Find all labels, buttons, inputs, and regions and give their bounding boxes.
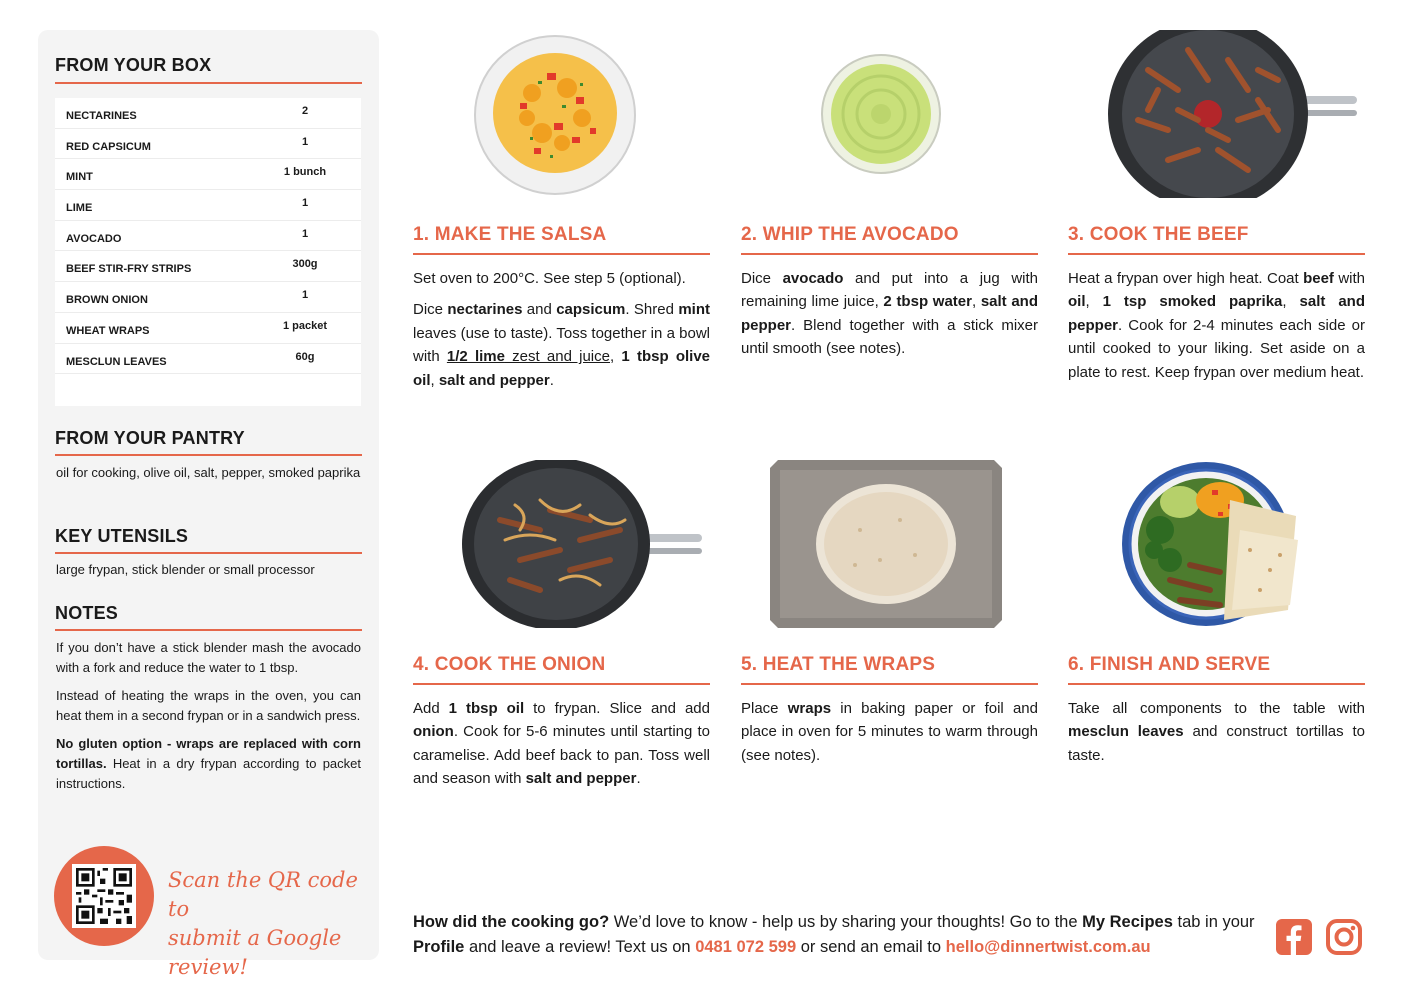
step-5-para-1 [741, 697, 1038, 767]
pantry-rule [55, 454, 362, 456]
ingredient-name: LIME [66, 202, 93, 215]
step-6-para-1 [1068, 697, 1365, 767]
note-item: Instead of heating the wraps in the oven, you can heat them in a second frypan or in a sandwich press. [56, 688, 361, 723]
step-6-title: 6. FINISH AND SERVE [1068, 654, 1271, 675]
text-run: and construct tortillas to taste. [1068, 723, 1365, 764]
text-run: . [636, 770, 641, 788]
step-5-body [741, 697, 1038, 775]
text-run: Place [741, 700, 788, 717]
note-item: If you don’t have a stick blender mash the avocado with a fork and reduce the water to 1 tbsp. [56, 640, 361, 675]
step-4-body [413, 697, 710, 799]
text-run-bold: 1 tsp smoked paprika [1102, 293, 1283, 311]
step-4-rule [413, 683, 710, 685]
avocado-jug-image [820, 53, 942, 175]
text-run: and leave a review! Text us on [464, 938, 696, 956]
text-run: tab in your [1172, 913, 1255, 931]
text-run: . Shred [625, 301, 679, 319]
utensils-rule [55, 552, 362, 554]
text-run-bold-underline: 1/2 lime [446, 348, 505, 366]
table-row [55, 159, 361, 190]
step-6-rule [1068, 683, 1365, 685]
step-5-rule [741, 683, 1038, 685]
text-run: . Blend together with a stick mixer until smooth (see notes). [741, 316, 1038, 358]
text-run: Heat a frypan over high heat. Coat [1068, 270, 1304, 287]
text-run-bold: salt and pepper [741, 293, 1039, 334]
email-link[interactable]: hello@dinnertwist.com.au [945, 938, 1151, 956]
step-2-rule [741, 253, 1038, 255]
phone-link[interactable]: 0481 072 599 [695, 938, 797, 956]
ingredient-name: BROWN ONION [66, 294, 148, 307]
ingredient-name: MESCLUN LEAVES [66, 355, 167, 368]
text-run-bold: wraps [787, 700, 832, 717]
notes-list [56, 638, 361, 802]
qr-promo-line: Scan the QR code to [168, 868, 358, 921]
text-run-bold: 1 tbsp oil [448, 700, 525, 717]
note-rest: Heat in a dry frypan according to packet instructions. [56, 756, 361, 791]
text-run-bold: salt and pepper [1068, 293, 1365, 334]
ingredient-name: RED CAPSICUM [66, 140, 151, 153]
text-run: to frypan. Slice and add [524, 700, 710, 717]
ingredient-qty: 1 [301, 227, 309, 240]
text-run: , [1282, 293, 1300, 311]
table-row [55, 129, 361, 160]
qr-promo-line: submit a Google review! [168, 926, 342, 979]
step-3-rule [1068, 253, 1365, 255]
step-6-body [1068, 697, 1365, 775]
step-4-title: 4. COOK THE ONION [413, 654, 606, 675]
text-run-bold: mesclun leaves [1068, 723, 1184, 741]
salsa-bowl-image [472, 33, 638, 197]
step-3-body [1068, 267, 1365, 392]
ingredient-name: AVOCADO [66, 232, 122, 245]
text-run: . Cook for 2-4 minutes each side or until cooked to your liking. Set aside on a plate to rest. Keep frypan over medium heat. [1068, 316, 1365, 381]
utensils-heading: KEY UTENSILS [55, 526, 189, 546]
ingredient-table [55, 98, 361, 406]
step-4-para-1 [413, 697, 710, 791]
qr-badge[interactable] [54, 846, 154, 946]
step-2-title: 2. WHIP THE AVOCADO [741, 224, 959, 245]
text-run: and put into a jug with remaining lime juice, [741, 270, 1038, 311]
text-run: . Cook for 5-6 minutes until starting to caramelise. Add beef back to pan. Toss well and season with [413, 723, 710, 788]
sidebar [38, 30, 379, 979]
footer-question: How did the cooking go? [413, 913, 610, 931]
table-row [55, 98, 361, 129]
text-run: or send an email to [796, 938, 946, 956]
step-2-para-1 [741, 267, 1038, 361]
step-5-title: 5. HEAT THE WRAPS [741, 654, 936, 675]
text-run: with [1333, 270, 1365, 287]
table-row [55, 313, 361, 344]
ingredient-qty: 1 [301, 289, 309, 302]
finished-plate-image [1120, 460, 1300, 628]
instagram-icon[interactable] [1325, 918, 1363, 956]
onion-frypan-image [460, 460, 702, 628]
note-bold: No gluten option - wraps are replaced with corn tortillas. [56, 736, 361, 771]
table-row [55, 190, 361, 221]
facebook-icon[interactable] [1275, 918, 1313, 956]
step-1-para-1: Set oven to 200°C. See step 5 (optional). [413, 270, 686, 287]
pantry-heading: FROM YOUR PANTRY [55, 428, 245, 448]
text-run-bold: salt and pepper [438, 371, 550, 389]
text-run-bold: 1 tbsp olive oil [413, 348, 710, 389]
text-run-underline: zest and juice [504, 348, 610, 366]
beef-frypan-image [1108, 30, 1358, 198]
my-recipes-link[interactable]: My Recipes [1082, 913, 1173, 931]
text-run: Take all components to the table with [1068, 700, 1365, 717]
table-row [55, 282, 361, 313]
utensils-text: large frypan, stick blender or small processor [56, 562, 315, 577]
from-box-heading: FROM YOUR BOX [55, 55, 212, 75]
ingredient-qty: 1 packet [282, 319, 328, 332]
wrap-tray-image [770, 460, 1002, 628]
text-run: and [522, 301, 557, 319]
step-1-body [413, 267, 710, 400]
text-run-bold: capsicum [556, 301, 626, 319]
table-row [55, 344, 361, 375]
text-run-bold: mint [678, 301, 710, 319]
qr-promo-text [168, 866, 368, 982]
text-run-bold: salt and pepper [525, 770, 637, 788]
ingredient-qty: 1 [301, 197, 309, 210]
text-run: leaves (use to taste). Toss together in a bowl with [413, 324, 710, 366]
profile-link[interactable]: Profile [413, 938, 465, 956]
qr-code-icon[interactable] [72, 864, 136, 928]
pantry-text: oil for cooking, olive oil, salt, pepper, smoked paprika [56, 465, 361, 480]
ingredient-name: WHEAT WRAPS [66, 324, 150, 337]
step-1-para-2 [413, 298, 710, 392]
ingredient-name: BEEF STIR-FRY STRIPS [66, 263, 192, 276]
step-2-body [741, 267, 1038, 369]
table-row [55, 251, 361, 282]
step-3-para-1 [1068, 267, 1365, 384]
ingredient-name: NECTARINES [66, 110, 137, 122]
text-run: , [430, 371, 439, 389]
text-run: , [1085, 293, 1103, 311]
step-1-rule [413, 253, 710, 255]
note-item [56, 734, 361, 794]
text-run-bold: nectarines [447, 301, 523, 319]
text-run-bold: onion [413, 723, 454, 741]
text-run: , [610, 348, 622, 366]
from-box-rule [55, 82, 362, 84]
ingredient-qty: 300g [292, 258, 318, 271]
text-run: , [971, 293, 981, 311]
notes-heading: NOTES [55, 603, 119, 623]
text-run-bold: avocado [782, 270, 844, 287]
text-run-bold: oil [1068, 293, 1086, 311]
text-run: in baking paper or foil and place in oven for 5 minutes to warm through (see notes). [741, 700, 1038, 764]
text-run: We’d love to know - help us by sharing your thoughts! Go to the [609, 913, 1083, 931]
step-1-title: 1. MAKE THE SALSA [413, 224, 607, 245]
ingredient-name: MINT [66, 171, 93, 184]
ingredient-qty: 1 [301, 135, 309, 148]
text-run: . [549, 371, 554, 389]
table-row [55, 221, 361, 252]
notes-rule [55, 629, 362, 631]
text-run: Add [413, 700, 449, 717]
text-run-bold: 2 tbsp water [883, 293, 972, 311]
ingredient-qty: 60g [295, 350, 315, 363]
ingredient-qty: 2 [301, 105, 309, 117]
feedback-footer [413, 910, 1263, 960]
ingredient-qty: 1 bunch [283, 166, 327, 179]
step-3-title: 3. COOK THE BEEF [1068, 224, 1249, 245]
text-run-bold: beef [1303, 270, 1334, 287]
text-run: Dice [741, 270, 783, 287]
text-run: Dice [413, 301, 448, 319]
